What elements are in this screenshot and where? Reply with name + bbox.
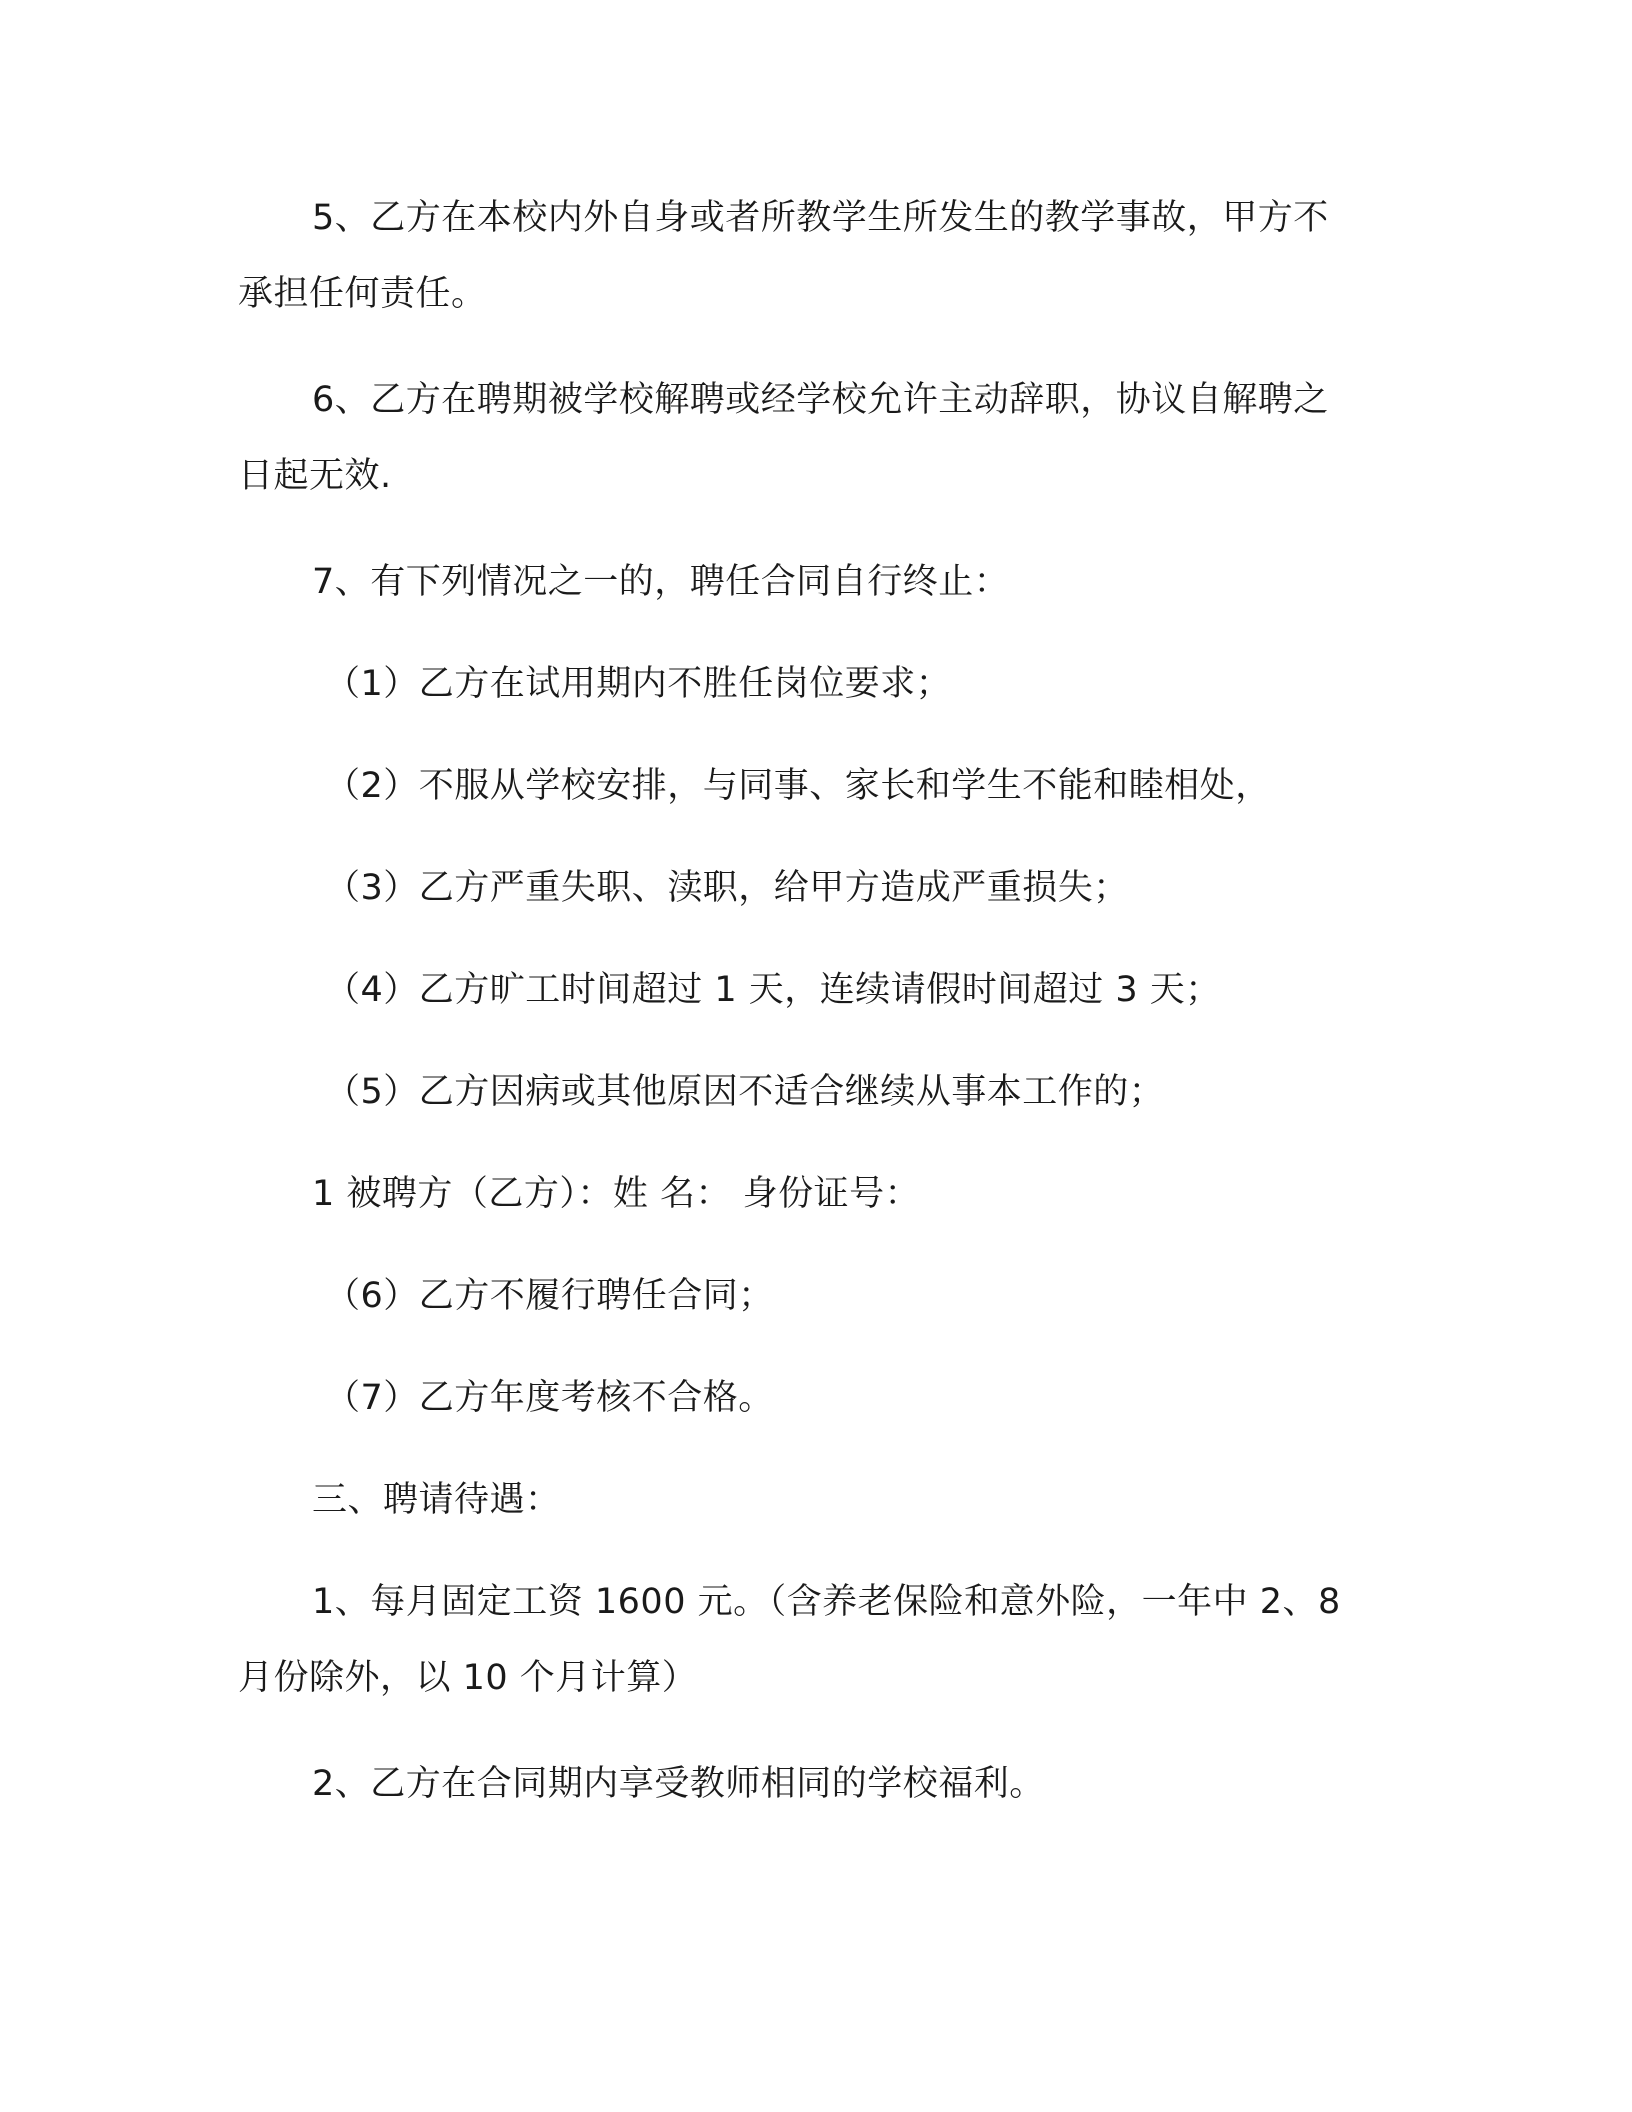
termination-item-5-text: （5）乙方因病或其他原因不适合继续从事本工作的；: [325, 1072, 1165, 1112]
pay-clause-2-line-1: 2、乙方在合同期内享受教师相同的学校福利。: [312, 1764, 1045, 1804]
pay-clause-1-line-1: 1、每月固定工资 1600 元。（含养老保险和意外险，一年中 2、8: [312, 1582, 1341, 1622]
termination-item-7-text: （7）乙方年度考核不合格。: [325, 1378, 774, 1418]
termination-item-6-text: （6）乙方不履行聘任合同；: [325, 1276, 774, 1316]
termination-item-1-text: （1）乙方在试用期内不胜任岗位要求；: [325, 664, 952, 704]
clause-6-line-1: 6、乙方在聘期被学校解聘或经学校允许主动辞职，协议自解聘之: [312, 380, 1329, 420]
termination-item-4-text: （4）乙方旷工时间超过 1 天，连续请假时间超过 3 天；: [325, 970, 1221, 1010]
clause-5-line-1: 5、乙方在本校内外自身或者所教学生所发生的教学事故，甲方不: [312, 198, 1329, 238]
section-3-heading-text: 三、聘请待遇：: [312, 1480, 561, 1520]
signer-line-text: 1 被聘方（乙方）：姓 名： 身份证号：: [312, 1174, 921, 1214]
pay-clause-1-line-2: 月份除外，以 10 个月计算）: [238, 1658, 698, 1698]
clause-7-line-1: 7、有下列情况之一的，聘任合同自行终止：: [312, 562, 1010, 602]
clause-5-line-2: 承担任何责任。: [238, 274, 487, 314]
termination-item-3-text: （3）乙方严重失职、渎职，给甲方造成严重损失；: [325, 868, 1129, 908]
clause-6-line-2: 日起无效.: [238, 456, 392, 496]
termination-item-2-text: （2）不服从学校安排，与同事、家长和学生不能和睦相处，: [325, 766, 1271, 806]
